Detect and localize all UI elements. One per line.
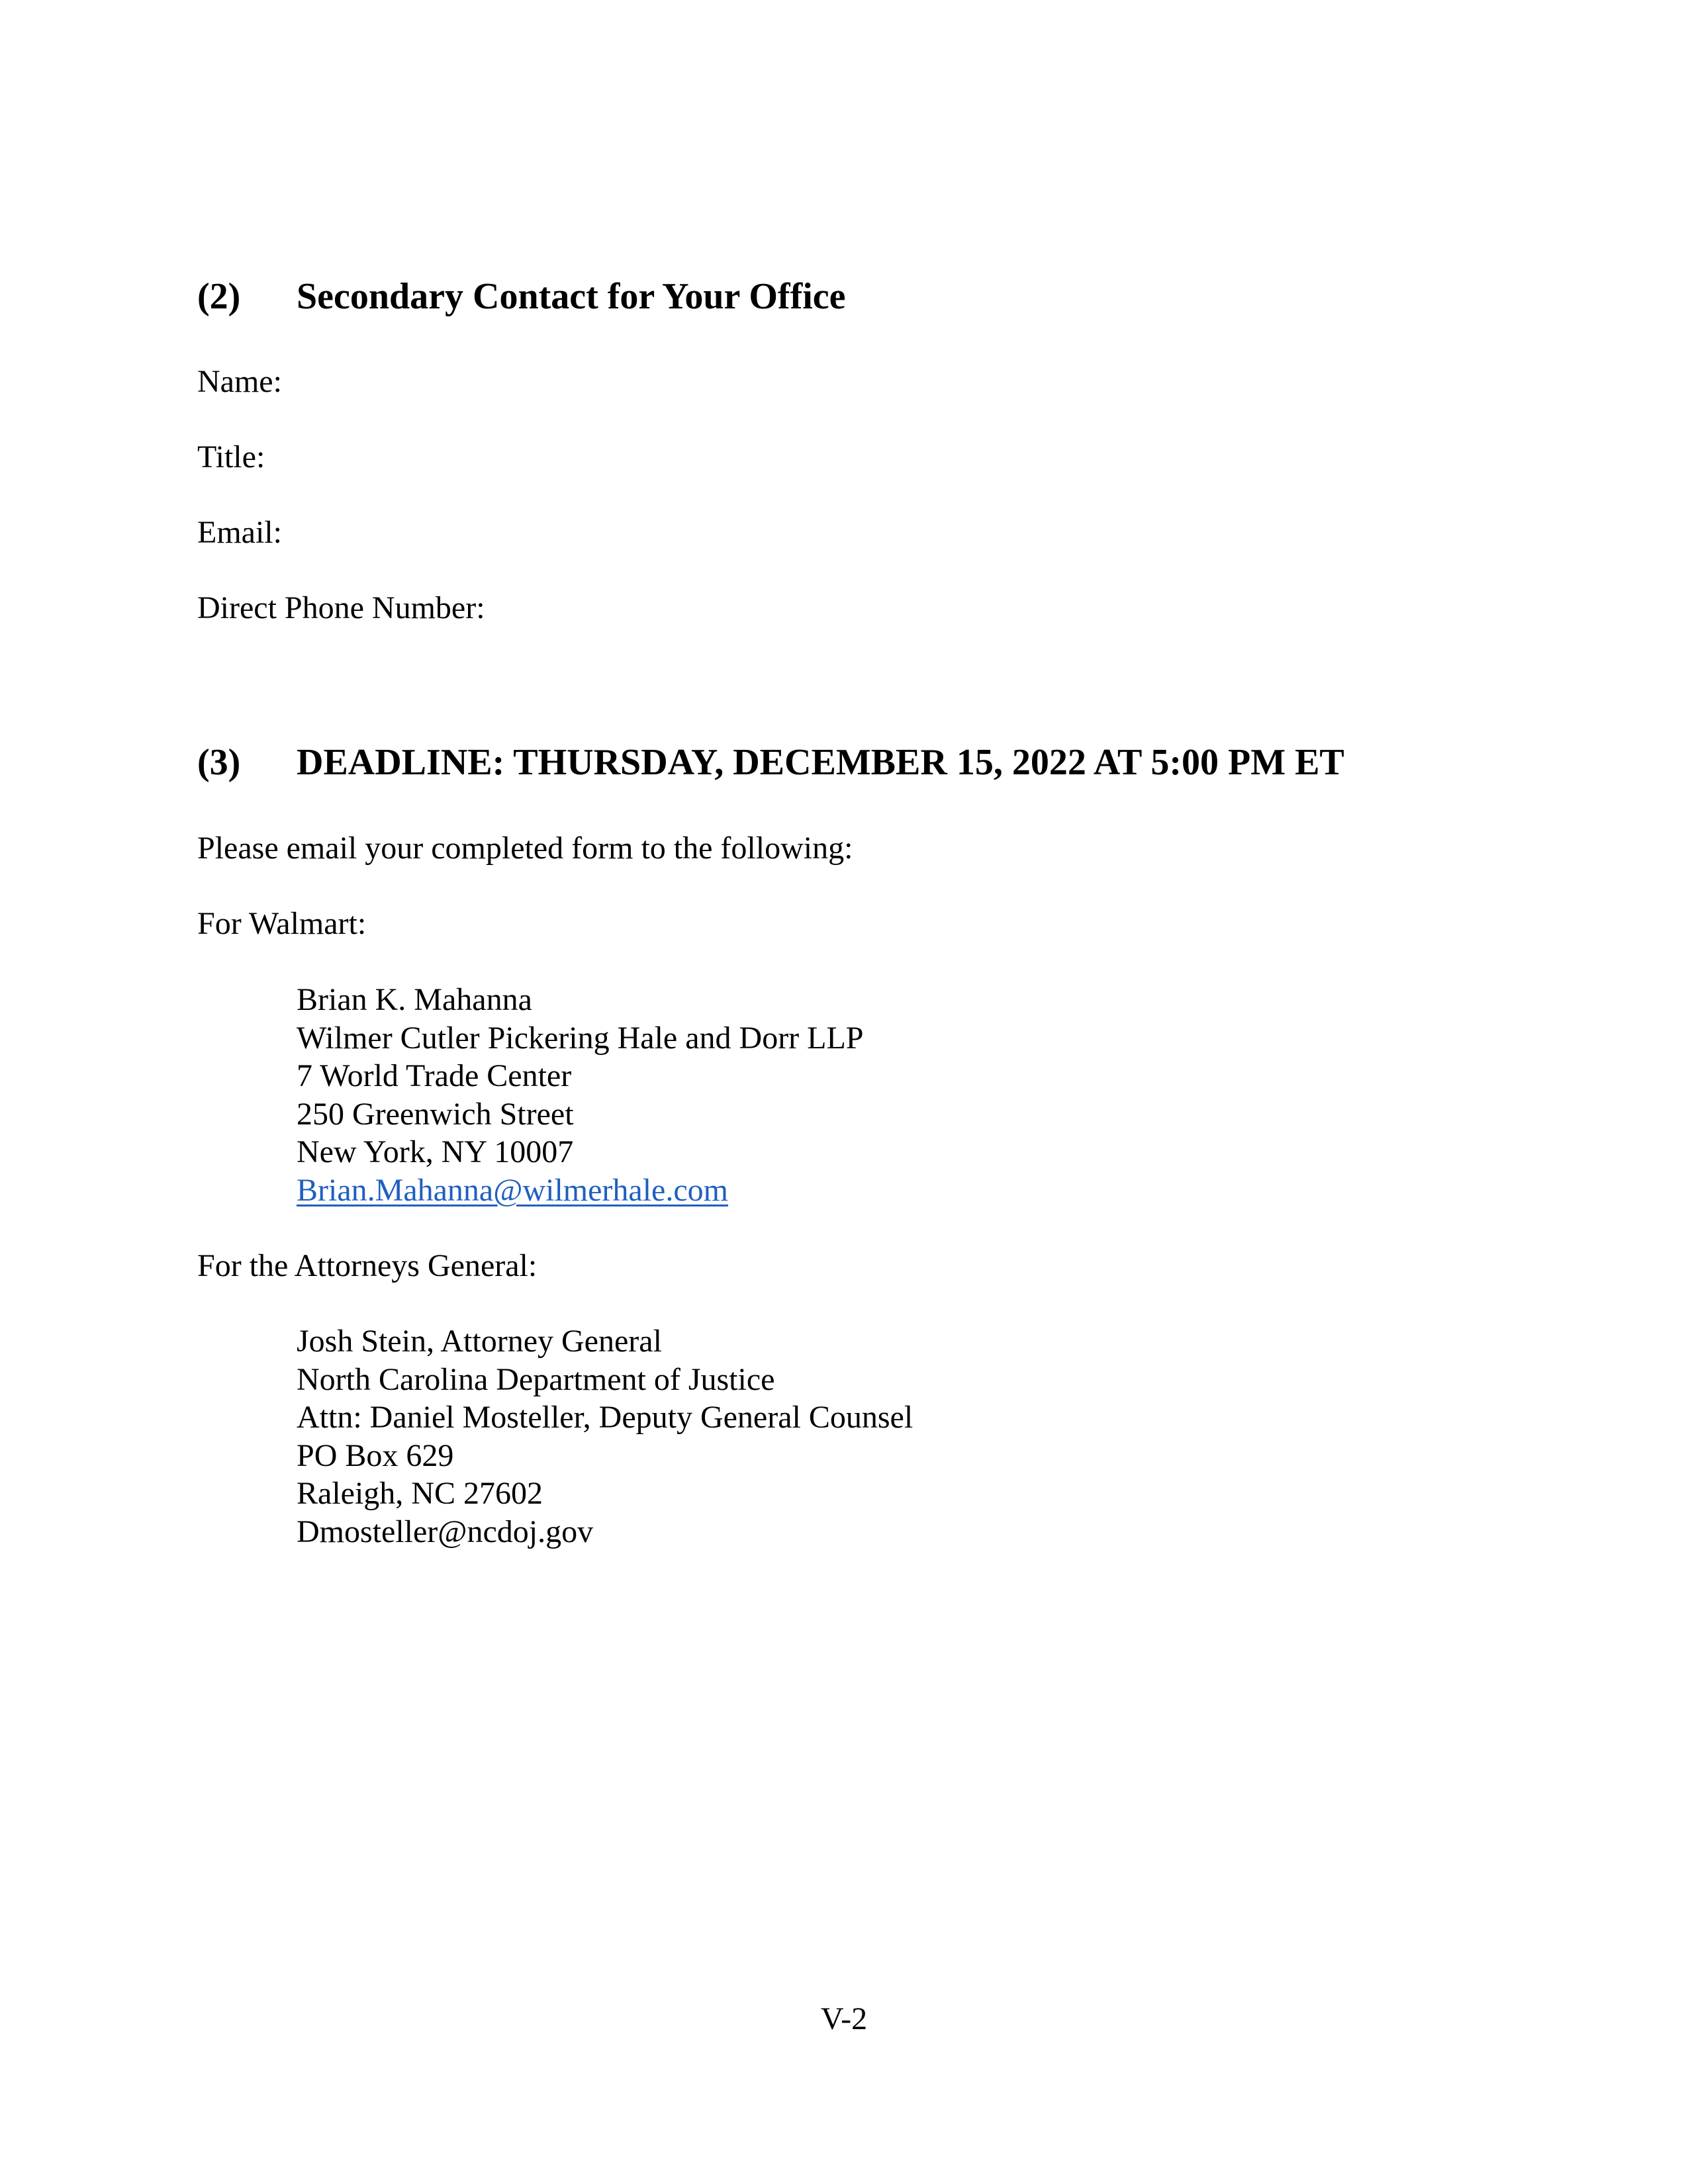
ag-contact-name: Josh Stein, Attorney General [297,1324,662,1359]
walmart-address-block [297,981,864,1209]
walmart-address-line-2: 250 Greenwich Street [297,1096,574,1132]
section-2-number: (2) [197,276,241,317]
ag-city-state-zip: Raleigh, NC 27602 [297,1476,543,1511]
walmart-email-link[interactable]: Brian.Mahanna@wilmerhale.com [297,1172,728,1208]
section-3-heading [197,739,1344,786]
page-number: V-2 [820,2001,868,2036]
ag-department: North Carolina Department of Justice [297,1361,775,1397]
walmart-address-line-1: 7 World Trade Center [297,1058,572,1093]
attorneys-general-label: For the Attorneys General: [197,1248,538,1283]
section-2-heading [197,273,846,320]
section-2-title: Secondary Contact for Your Office [297,276,846,317]
walmart-city-state-zip: New York, NY 10007 [297,1134,574,1169]
deadline-title: DEADLINE: THURSDAY, DECEMBER 15, 2022 AT 5:00 PM ET [297,742,1344,783]
walmart-label: For Walmart: [197,906,367,941]
phone-field-label: Direct Phone Number: [197,590,485,625]
ag-attention-line: Attn: Daniel Mosteller, Deputy General Counsel [297,1400,914,1435]
email-field-label: Email: [197,515,282,550]
ag-email: Dmosteller@ncdoj.gov [297,1514,594,1549]
ag-po-box: PO Box 629 [297,1437,454,1473]
instruction-text: Please email your completed form to the following: [197,831,853,866]
walmart-contact-name: Brian K. Mahanna [297,982,532,1017]
walmart-firm: Wilmer Cutler Pickering Hale and Dorr LLP [297,1020,864,1056]
title-field-label: Title: [197,439,265,475]
section-3-number: (3) [197,742,241,783]
name-field-label: Name: [197,364,282,399]
attorneys-general-address-block [297,1322,913,1551]
